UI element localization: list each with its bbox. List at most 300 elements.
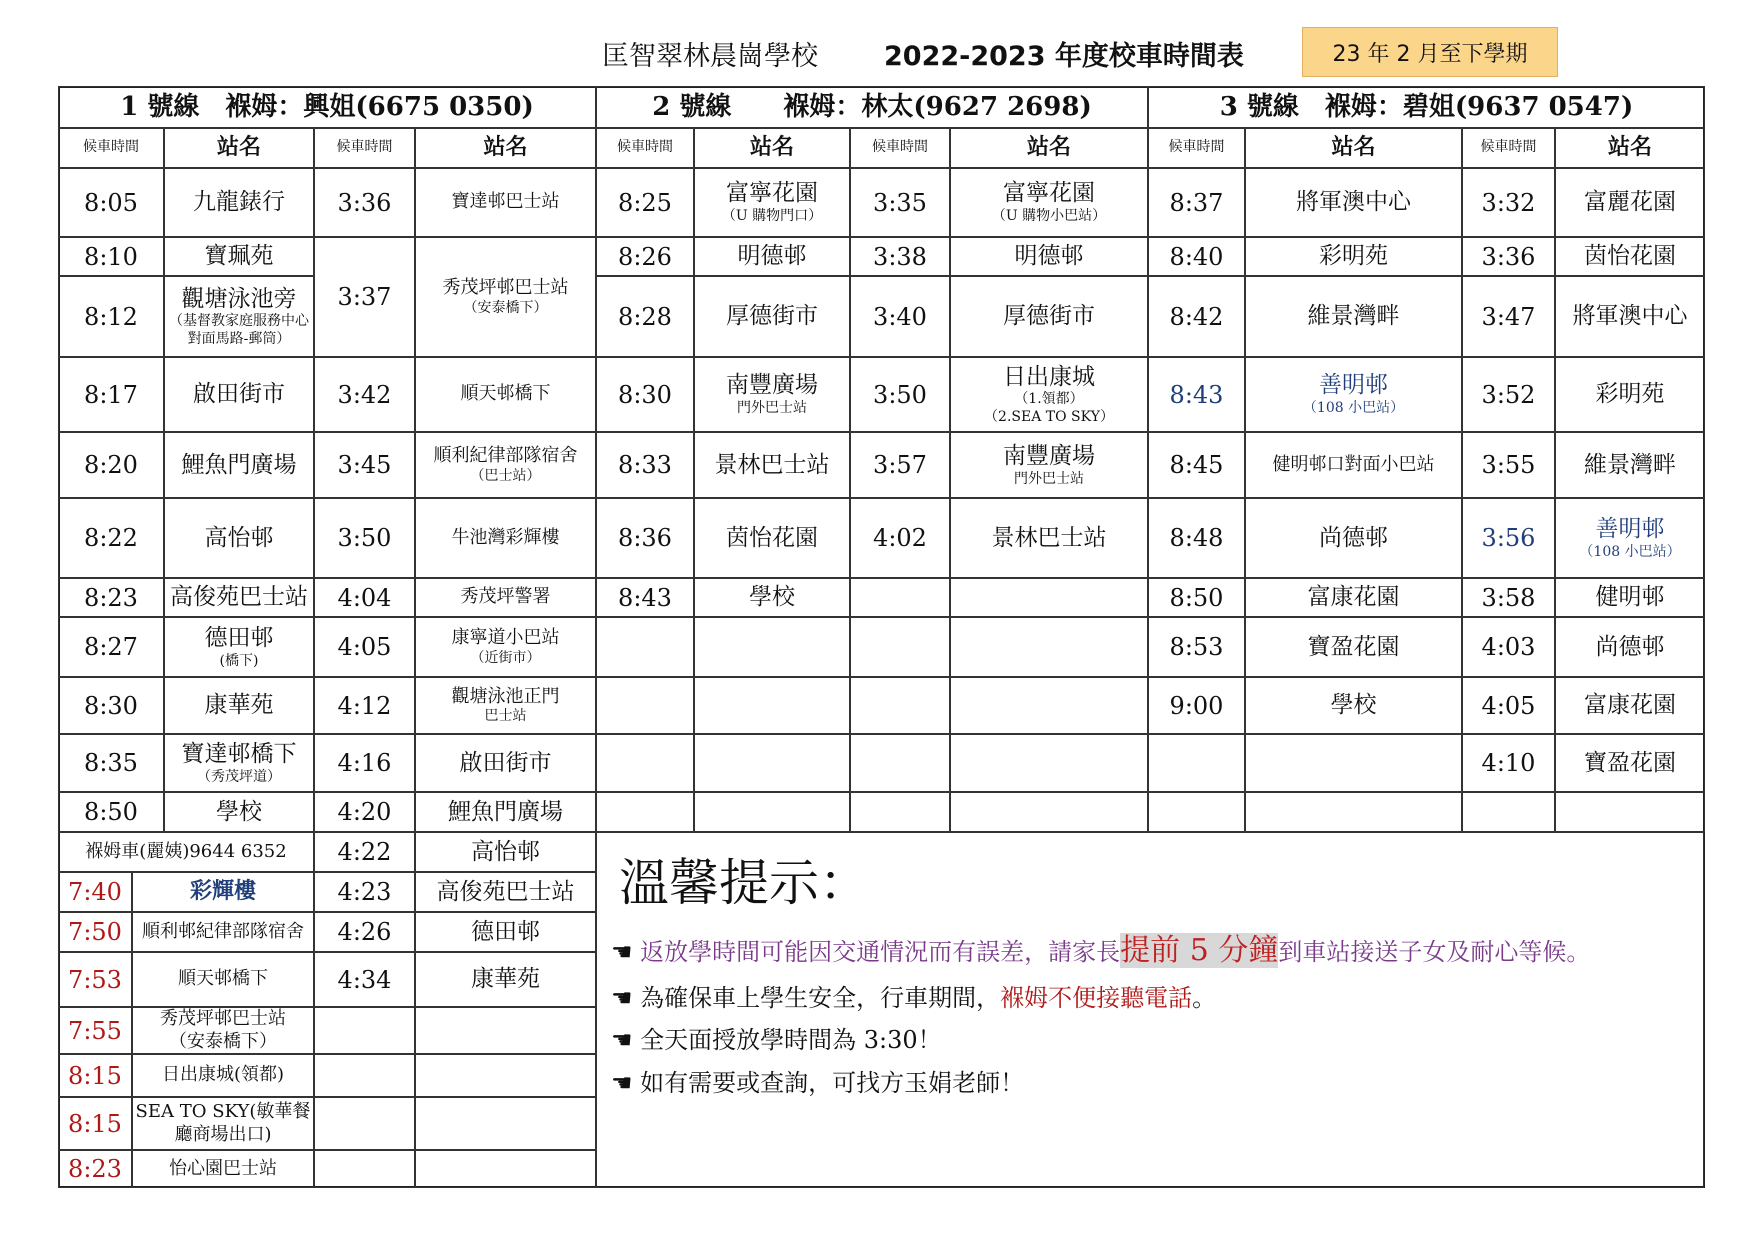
r2-pm-time bbox=[850, 617, 950, 677]
r3-pm-time bbox=[1462, 617, 1555, 677]
r3-pm-time-text: 3:58 bbox=[1481, 583, 1536, 612]
r1-am-time bbox=[58, 357, 164, 432]
r3-col-header-text: 站名 bbox=[1607, 134, 1652, 161]
r3-pm-stop-text: 富麗花園 bbox=[1584, 189, 1676, 216]
r2-pm-time bbox=[850, 432, 950, 498]
r1-pm-time bbox=[314, 237, 415, 357]
r1-am-time-text: 8:23 bbox=[84, 583, 138, 612]
r3-pm-time bbox=[1462, 734, 1555, 792]
r2-title bbox=[596, 86, 1148, 128]
r2-am-stop bbox=[694, 357, 850, 432]
r1-am-stop-text: 啟田街市 bbox=[193, 381, 285, 408]
r2-pm-stop bbox=[950, 357, 1148, 432]
r3-am-stop bbox=[1245, 357, 1462, 432]
r1-pm-empty-time bbox=[314, 1097, 415, 1150]
r3-pm-time bbox=[1462, 498, 1555, 578]
r1-pm-stop-note: 巴士站 bbox=[484, 708, 527, 724]
r3-pm-stop bbox=[1555, 578, 1705, 617]
tip-3-text: 全天面授放學時間為 3:30！ bbox=[640, 1026, 942, 1055]
nanny-bus-time-text: 7:53 bbox=[68, 965, 122, 994]
r3-am-time-text: 8:45 bbox=[1169, 451, 1224, 479]
r3-am-stop bbox=[1245, 432, 1462, 498]
r2-pm-stop-text: 厚德街市 bbox=[1003, 303, 1095, 330]
r3-pm-stop bbox=[1555, 498, 1705, 578]
r1-am-stop bbox=[164, 276, 314, 357]
r2-pm-stop bbox=[950, 498, 1148, 578]
r1-pm-empty-stop bbox=[415, 1150, 596, 1188]
r1-pm-stop-note: （巴士站） bbox=[470, 467, 541, 484]
r1-pm-time-text: 3:50 bbox=[337, 524, 392, 552]
nanny-bus-time bbox=[58, 952, 132, 1007]
r3-pm-time bbox=[1462, 677, 1555, 734]
r2-am-stop-note: 門外巴士站 bbox=[737, 400, 807, 417]
r1-am-time-text: 8:30 bbox=[84, 691, 138, 720]
r2-pm-time bbox=[850, 677, 950, 734]
r3-am-stop bbox=[1245, 168, 1462, 237]
r3-pm-stop bbox=[1555, 734, 1705, 792]
r2-col-header-text: 候車時間 bbox=[872, 139, 928, 156]
r3-pm-time-text: 3:52 bbox=[1481, 380, 1536, 409]
r1-am-stop bbox=[164, 677, 314, 734]
r3-am-stop-text: 健明邨口對面小巴站 bbox=[1272, 453, 1435, 475]
r1-am-stop-text: 鯉魚門廣場 bbox=[181, 451, 297, 478]
r2-pm-stop-text: 富寧花園 bbox=[1003, 180, 1095, 207]
r1-am-stop-text: 寶達邨橋下 bbox=[181, 740, 297, 767]
nanny-bus-stop-text: 順天邨橋下 bbox=[178, 968, 268, 990]
r1-am-time bbox=[58, 617, 164, 677]
nanny-bus-time bbox=[58, 872, 132, 912]
r1-col-header bbox=[164, 128, 314, 168]
nanny-bus-stop-text: 秀茂坪邨巴士站 bbox=[160, 1008, 286, 1029]
nanny-bus-stop bbox=[132, 872, 314, 912]
r2-am-stop-note: （U 購物門口） bbox=[721, 208, 823, 225]
r3-am-stop-text: 善明邨 bbox=[1319, 372, 1388, 399]
nanny-bus-stop-text: 彩輝樓 bbox=[189, 878, 256, 905]
r2-pm-stop-text: 明德邨 bbox=[1014, 243, 1084, 270]
r2-am-stop bbox=[694, 276, 850, 357]
nanny-bus-stop bbox=[132, 1097, 314, 1150]
r2-col-header-text: 站名 bbox=[749, 134, 794, 161]
r1-pm-stop-note: （安泰橋下） bbox=[463, 299, 548, 316]
r1-am-stop-text: 高俊苑巴士站 bbox=[170, 584, 308, 611]
tip-2 bbox=[611, 981, 1689, 1016]
r3-am-stop bbox=[1245, 677, 1462, 734]
r3-am-time bbox=[1148, 677, 1245, 734]
r3-am-stop bbox=[1245, 617, 1462, 677]
r1-pm-stop-text: 秀茂坪邨巴士站 bbox=[442, 277, 569, 298]
r2-pm-stop-note2: （2.SEA TO SKY） bbox=[984, 408, 1114, 425]
r1-am-time-text: 8:05 bbox=[84, 188, 138, 217]
r3-pm-time-text: 3:55 bbox=[1481, 451, 1536, 479]
r3-pm-stop bbox=[1555, 432, 1705, 498]
r2-pm-stop-text: 景林巴士站 bbox=[991, 524, 1107, 551]
r1-am-time-text: 8:12 bbox=[84, 302, 138, 331]
r1-pm-stop-text: 康寧道小巴站 bbox=[451, 627, 560, 648]
r1-title-text: 1 號線 褓姆：興姐(6675 0350) bbox=[120, 91, 534, 122]
r3-pm-stop-text: 維景灣畔 bbox=[1584, 451, 1676, 478]
r1-pm-stop bbox=[415, 872, 596, 912]
r3-pm-stop bbox=[1555, 168, 1705, 237]
r3-pm-stop-note: （108 小巴站） bbox=[1579, 543, 1681, 560]
r1-pm-time bbox=[314, 578, 415, 617]
r1-pm-stop-text: 寶達邨巴士站 bbox=[451, 191, 560, 213]
r3-title-text: 3 號線 褓姆：碧姐(9637 0547) bbox=[1219, 91, 1634, 122]
r1-pm-time-text: 4:12 bbox=[337, 691, 392, 720]
r3-col-header-text: 站名 bbox=[1331, 134, 1376, 161]
r2-pm-stop bbox=[950, 168, 1148, 237]
r3-am-stop-text: 彩明苑 bbox=[1319, 243, 1388, 270]
r2-am-stop-text: 學校 bbox=[749, 584, 795, 611]
r2-am-stop bbox=[694, 237, 850, 276]
r2-pm-time bbox=[850, 792, 950, 832]
r1-col-header bbox=[58, 128, 164, 168]
r3-am-time bbox=[1148, 617, 1245, 677]
r2-am-time-text: 8:33 bbox=[618, 451, 672, 479]
r2-pm-time bbox=[850, 578, 950, 617]
r2-am-stop-text: 南豐廣場 bbox=[726, 372, 818, 399]
nanny-bus-time bbox=[58, 1150, 132, 1188]
r3-am-time bbox=[1148, 734, 1245, 792]
r1-pm-time-text: 3:45 bbox=[337, 451, 392, 479]
tip-1 bbox=[611, 929, 1689, 973]
r1-pm-time bbox=[314, 498, 415, 578]
r1-am-time-text: 8:17 bbox=[84, 380, 138, 409]
period-badge: 23 年 2 月至下學期 bbox=[1302, 27, 1558, 77]
r3-pm-time-text: 3:56 bbox=[1481, 524, 1536, 552]
r3-col-header bbox=[1462, 128, 1555, 168]
nanny-bus-title-text: 褓姆車(麗姨)9644 6352 bbox=[85, 840, 287, 862]
r1-am-stop bbox=[164, 237, 314, 276]
timetable-title: 2022-2023 年度校車時間表 bbox=[884, 41, 1244, 72]
r2-am-time-text: 8:25 bbox=[618, 188, 672, 217]
r1-am-time bbox=[58, 734, 164, 792]
r1-pm-time bbox=[314, 357, 415, 432]
tip-2-text-c: 。 bbox=[1192, 983, 1217, 1012]
r1-am-stop bbox=[164, 734, 314, 792]
r1-col-header-text: 站名 bbox=[216, 134, 261, 161]
r2-pm-time-text: 4:02 bbox=[873, 524, 927, 552]
r2-am-stop bbox=[694, 617, 850, 677]
r2-pm-stop bbox=[950, 677, 1148, 734]
r2-pm-stop-text: 日出康城 bbox=[1003, 363, 1095, 390]
r1-pm-empty-stop bbox=[415, 1097, 596, 1150]
r2-pm-stop bbox=[950, 237, 1148, 276]
r2-pm-stop bbox=[950, 792, 1148, 832]
r1-col-header-text: 候車時間 bbox=[83, 139, 139, 156]
r1-pm-empty-stop bbox=[415, 1007, 596, 1054]
nanny-bus-time bbox=[58, 1007, 132, 1054]
r1-am-stop-note: (橋下) bbox=[219, 652, 259, 669]
r1-pm-empty-time bbox=[314, 1150, 415, 1188]
r3-am-stop-text: 富康花園 bbox=[1307, 584, 1400, 611]
r1-am-time bbox=[58, 237, 164, 276]
r1-am-time-text: 8:27 bbox=[84, 633, 138, 661]
r1-am-time-text: 8:50 bbox=[84, 798, 138, 826]
r1-am-stop-note: （基督教家庭服務中心對面馬路-郵筒） bbox=[169, 313, 309, 347]
r3-am-time bbox=[1148, 578, 1245, 617]
r1-pm-stop bbox=[415, 617, 596, 677]
r2-pm-stop-note: （1.領都） bbox=[1014, 391, 1084, 408]
r1-pm-time-text: 4:20 bbox=[337, 798, 392, 826]
r1-am-time bbox=[58, 276, 164, 357]
nanny-bus-stop-text: 日出康城(領都) bbox=[161, 1064, 285, 1086]
pointing-hand-icon: ☚ bbox=[611, 1069, 633, 1098]
r1-pm-stop-text: 順利紀律部隊宿舍 bbox=[433, 445, 578, 466]
r2-am-time bbox=[596, 237, 694, 276]
r2-pm-time-text: 3:57 bbox=[873, 451, 927, 479]
r3-am-stop bbox=[1245, 276, 1462, 357]
r1-am-stop-text: 德田邨 bbox=[204, 624, 274, 651]
r1-col-header bbox=[415, 128, 596, 168]
r1-pm-time-text: 4:34 bbox=[337, 965, 392, 994]
r3-pm-time bbox=[1462, 578, 1555, 617]
r3-am-time bbox=[1148, 357, 1245, 432]
r1-pm-stop-text: 鯉魚門廣場 bbox=[448, 798, 563, 825]
r1-pm-time bbox=[314, 832, 415, 872]
r2-title-text: 2 號線 褓姆：林太(9627 2698) bbox=[652, 91, 1092, 122]
nanny-bus-time-text: 7:55 bbox=[68, 1016, 122, 1045]
nanny-bus-title bbox=[58, 832, 314, 872]
r1-pm-stop-text: 順天邨橋下 bbox=[460, 383, 551, 405]
r3-am-time-text: 8:48 bbox=[1169, 524, 1224, 552]
r3-pm-stop bbox=[1555, 677, 1705, 734]
r2-am-time bbox=[596, 617, 694, 677]
r1-am-stop-text: 學校 bbox=[216, 798, 262, 825]
r3-am-time-text: 8:50 bbox=[1169, 583, 1224, 612]
r3-am-stop bbox=[1245, 578, 1462, 617]
r3-am-stop bbox=[1245, 734, 1462, 792]
nanny-bus-time bbox=[58, 912, 132, 952]
r3-am-stop-note: （108 小巴站） bbox=[1302, 400, 1405, 417]
r3-pm-time bbox=[1462, 432, 1555, 498]
r2-am-time bbox=[596, 357, 694, 432]
r1-am-stop-text: 高怡邨 bbox=[204, 524, 274, 551]
nanny-bus-stop bbox=[132, 952, 314, 1007]
r1-pm-stop-note: （近街市） bbox=[470, 649, 541, 666]
r1-pm-time bbox=[314, 872, 415, 912]
nanny-bus-time bbox=[58, 1054, 132, 1097]
r3-pm-stop-text: 尚德邨 bbox=[1595, 633, 1665, 660]
r2-am-time bbox=[596, 792, 694, 832]
r3-am-time-text: 8:40 bbox=[1169, 242, 1224, 271]
r3-am-time-text: 8:37 bbox=[1169, 188, 1224, 217]
r1-pm-stop bbox=[415, 432, 596, 498]
r3-am-time bbox=[1148, 432, 1245, 498]
r2-col-header-text: 站名 bbox=[1026, 134, 1071, 161]
r1-am-stop bbox=[164, 498, 314, 578]
r1-am-stop bbox=[164, 792, 314, 832]
nanny-bus-stop bbox=[132, 1007, 314, 1054]
nanny-bus-stop-text: 順利邨紀律部隊宿舍 bbox=[142, 920, 304, 942]
r1-col-header-text: 站名 bbox=[483, 134, 528, 161]
tip-4-text: 如有需要或查詢，可找方玉娟老師！ bbox=[640, 1069, 1025, 1098]
r2-am-time-text: 8:26 bbox=[618, 242, 672, 271]
r2-am-time-text: 8:30 bbox=[618, 380, 672, 409]
r2-am-time-text: 8:43 bbox=[618, 583, 672, 612]
r2-pm-time-text: 3:38 bbox=[873, 242, 927, 271]
r2-am-stop bbox=[694, 677, 850, 734]
tip-3 bbox=[611, 1023, 1689, 1058]
r1-pm-time bbox=[314, 952, 415, 1007]
r3-pm-stop bbox=[1555, 276, 1705, 357]
r1-col-header-text: 候車時間 bbox=[336, 139, 393, 156]
r1-am-stop bbox=[164, 168, 314, 237]
r2-pm-stop-note: （U 購物小巴站） bbox=[991, 208, 1107, 225]
r3-pm-stop-text: 將軍澳中心 bbox=[1572, 303, 1688, 330]
r2-am-stop-text: 厚德街市 bbox=[726, 303, 818, 330]
tips-box bbox=[596, 832, 1704, 1188]
r1-am-stop bbox=[164, 617, 314, 677]
nanny-bus-time-text: 8:23 bbox=[68, 1155, 122, 1183]
r3-am-stop-text: 學校 bbox=[1330, 692, 1377, 719]
r1-am-time-text: 8:10 bbox=[84, 242, 138, 271]
r2-pm-time bbox=[850, 357, 950, 432]
nanny-bus-time-text: 7:50 bbox=[68, 918, 122, 946]
r1-pm-time bbox=[314, 677, 415, 734]
r2-am-stop bbox=[694, 578, 850, 617]
nanny-bus-time bbox=[58, 1097, 132, 1150]
nanny-bus-stop-note: （安泰橋下） bbox=[169, 1030, 277, 1052]
r1-am-time bbox=[58, 168, 164, 237]
r2-am-stop bbox=[694, 168, 850, 237]
r1-pm-stop-text: 啟田街市 bbox=[459, 749, 552, 776]
r2-pm-time-text: 3:40 bbox=[873, 302, 927, 331]
nanny-bus-time-text: 8:15 bbox=[68, 1061, 122, 1090]
r3-pm-stop-text: 茵怡花園 bbox=[1584, 243, 1676, 270]
r2-pm-stop bbox=[950, 276, 1148, 357]
r1-pm-stop bbox=[415, 578, 596, 617]
r3-pm-stop-text: 寶盈花園 bbox=[1584, 749, 1676, 776]
r3-pm-time bbox=[1462, 237, 1555, 276]
r2-am-time-text: 8:36 bbox=[618, 524, 672, 552]
r1-am-stop bbox=[164, 432, 314, 498]
r3-am-time bbox=[1148, 792, 1245, 832]
r3-pm-stop bbox=[1555, 617, 1705, 677]
r2-col-header bbox=[694, 128, 850, 168]
r3-am-stop-text: 尚德邨 bbox=[1319, 524, 1388, 551]
r1-pm-time-text: 3:37 bbox=[337, 283, 392, 311]
r1-pm-stop-text: 秀茂坪警署 bbox=[460, 586, 551, 608]
r1-am-stop bbox=[164, 357, 314, 432]
r1-am-time bbox=[58, 792, 164, 832]
r2-col-header bbox=[596, 128, 694, 168]
r2-am-stop bbox=[694, 734, 850, 792]
r1-pm-time-text: 4:05 bbox=[337, 633, 392, 661]
r2-am-time bbox=[596, 168, 694, 237]
r1-pm-time bbox=[314, 792, 415, 832]
r1-am-stop-text: 觀塘泳池旁 bbox=[181, 285, 297, 312]
r3-pm-time bbox=[1462, 168, 1555, 237]
r3-pm-time-text: 4:05 bbox=[1481, 691, 1536, 720]
r3-pm-stop bbox=[1555, 357, 1705, 432]
r3-pm-time-text: 3:47 bbox=[1481, 302, 1536, 331]
r2-pm-time bbox=[850, 734, 950, 792]
r3-col-header bbox=[1245, 128, 1462, 168]
r1-am-time bbox=[58, 677, 164, 734]
r3-pm-stop-text: 健明邨 bbox=[1595, 584, 1665, 611]
r3-pm-stop bbox=[1555, 792, 1705, 832]
r2-pm-time bbox=[850, 168, 950, 237]
r2-pm-stop bbox=[950, 617, 1148, 677]
r1-pm-time-text: 4:23 bbox=[337, 878, 392, 906]
r1-pm-stop-text: 康華苑 bbox=[471, 966, 540, 993]
r2-pm-stop bbox=[950, 734, 1148, 792]
r1-pm-stop bbox=[415, 832, 596, 872]
r2-pm-stop bbox=[950, 578, 1148, 617]
r2-pm-time-text: 3:50 bbox=[873, 380, 927, 409]
r2-pm-time bbox=[850, 498, 950, 578]
r1-am-stop-text: 九龍錶行 bbox=[193, 189, 285, 216]
tip-2-text-a: 為確保車上學生安全，行車期間， bbox=[640, 983, 1001, 1012]
r1-am-time bbox=[58, 578, 164, 617]
r2-am-stop-text: 景林巴士站 bbox=[714, 451, 830, 478]
r3-pm-stop-text: 善明邨 bbox=[1595, 515, 1665, 542]
r1-pm-stop-text: 牛池灣彩輝樓 bbox=[451, 526, 560, 548]
r3-pm-time bbox=[1462, 792, 1555, 832]
r3-am-stop bbox=[1245, 237, 1462, 276]
tip-4 bbox=[611, 1066, 1689, 1101]
r1-col-header bbox=[314, 128, 415, 168]
r1-pm-time-text: 3:42 bbox=[337, 380, 392, 409]
r3-am-time bbox=[1148, 498, 1245, 578]
r2-am-stop-text: 明德邨 bbox=[737, 243, 807, 270]
r3-am-time bbox=[1148, 168, 1245, 237]
r3-col-header-text: 候車時間 bbox=[1168, 139, 1225, 156]
tip-1-text-a: 返放學時間可能因交通情況而有誤差，請家長 bbox=[640, 938, 1121, 966]
nanny-bus-stop-text: 怡心園巴士站 bbox=[169, 1157, 277, 1179]
r3-pm-time bbox=[1462, 276, 1555, 357]
r1-pm-time bbox=[314, 432, 415, 498]
r3-pm-stop-text: 富康花園 bbox=[1584, 692, 1676, 719]
r2-pm-time-text: 3:35 bbox=[873, 188, 927, 217]
r1-am-time-text: 8:35 bbox=[84, 749, 138, 777]
nanny-bus-stop-text: SEA TO SKY(敏華餐廳商場出口) bbox=[135, 1101, 311, 1145]
r2-am-time bbox=[596, 276, 694, 357]
r2-col-header-text: 候車時間 bbox=[617, 139, 673, 156]
r3-col-header bbox=[1555, 128, 1705, 168]
r3-am-time-text: 8:42 bbox=[1169, 302, 1224, 331]
r1-pm-time-text: 4:22 bbox=[337, 838, 392, 866]
r2-col-header bbox=[850, 128, 950, 168]
r1-title bbox=[58, 86, 596, 128]
r2-am-time bbox=[596, 498, 694, 578]
r1-am-time bbox=[58, 432, 164, 498]
r1-pm-time bbox=[314, 912, 415, 952]
r2-am-stop-text: 富寧花園 bbox=[726, 180, 818, 207]
r1-pm-stop bbox=[415, 734, 596, 792]
r2-am-time-text: 8:28 bbox=[618, 302, 672, 331]
r2-pm-time bbox=[850, 276, 950, 357]
r1-pm-empty-time bbox=[314, 1007, 415, 1054]
r3-pm-stop bbox=[1555, 237, 1705, 276]
r3-am-time-text: 8:53 bbox=[1169, 633, 1224, 661]
r2-pm-stop-note: 門外巴士站 bbox=[1014, 470, 1084, 487]
r1-am-stop-text: 寶珮苑 bbox=[204, 243, 274, 270]
r1-pm-time-text: 3:36 bbox=[337, 188, 392, 217]
r3-col-header-text: 候車時間 bbox=[1480, 139, 1537, 156]
r3-am-stop bbox=[1245, 498, 1462, 578]
r1-pm-time-text: 4:04 bbox=[337, 583, 392, 612]
r2-am-time bbox=[596, 432, 694, 498]
r3-pm-time-text: 4:10 bbox=[1481, 749, 1536, 777]
r3-pm-stop-text: 彩明苑 bbox=[1595, 381, 1665, 408]
pointing-hand-icon: ☚ bbox=[611, 1026, 633, 1055]
r1-pm-time bbox=[314, 734, 415, 792]
nanny-bus-time-text: 7:40 bbox=[68, 878, 122, 906]
r3-pm-time-text: 4:03 bbox=[1481, 633, 1536, 661]
r2-pm-stop bbox=[950, 432, 1148, 498]
pointing-hand-icon: ☚ bbox=[611, 938, 633, 966]
